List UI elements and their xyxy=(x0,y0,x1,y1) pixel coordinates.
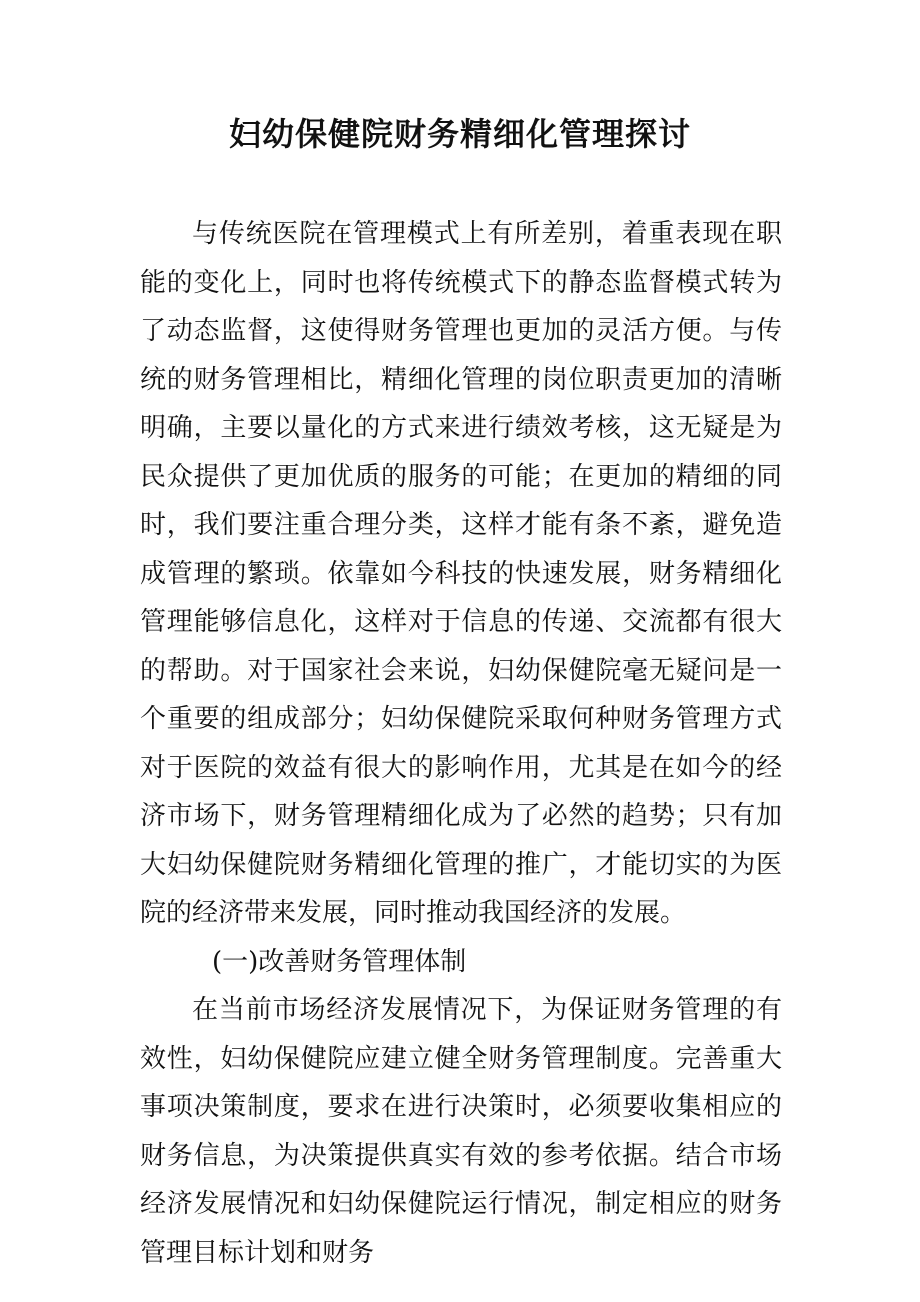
document-body xyxy=(140,210,782,1277)
document-title: 妇幼保健院财务精细化管理探讨 xyxy=(228,115,691,153)
paragraph-finance-system: 在当前市场经济发展情况下，为保证财务管理的有效性，妇幼保健院应建立健全财务管理制度。完善重大事项决策制度，要求在进行决策时，必须要收集相应的财务信息，为决策提供真实有效的参考依据。结合市场经济发展情况和妇幼保健院运行情况，制定相应的财务管理目标计划和财务 xyxy=(140,995,782,1268)
section-heading: (一)改善财务管理体制 xyxy=(212,946,467,977)
paragraph-intro: 与传统医院在管理模式上有所差别，着重表现在职能的变化上，同时也将传统模式下的静态监督模式转为了动态监督，这使得财务管理也更加的灵活方便。与传统的财务管理相比，精细化管理的岗位职责更加的清晰明确，主要以量化的方式来进行绩效考核，这无疑是为民众提供了更加优质的服务的可能；在更加的精细的同时，我们要注重合理分类，这样才能有条不紊，避免造成管理的繁琐。依靠如今科技的快速发展，财务精细化管理能够信息化，这样对于信息的传递、交流都有很大的帮助。对于国家社会来说，妇幼保健院毫无疑问是一个重要的组成部分；妇幼保健院采取何种财务管理方式对于医院的效益有很大的影响作用，尤其是在如今的经济市场下，财务管理精细化成为了必然的趋势；只有加大妇幼保健院财务精细化管理的推广，才能切实的为医院的经济带来发展，同时推动我国经济的发展。 xyxy=(140,219,782,928)
